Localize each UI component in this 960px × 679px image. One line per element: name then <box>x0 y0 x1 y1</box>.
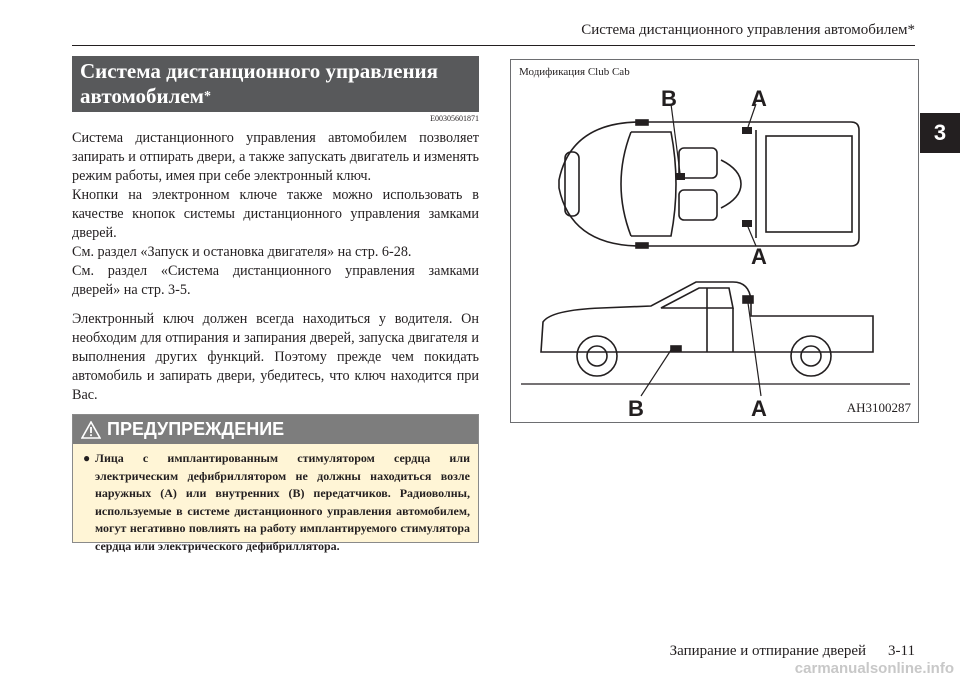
bullet-icon: ● <box>83 451 91 465</box>
figure-code: AH3100287 <box>846 400 911 415</box>
label-a-top: A <box>751 86 767 111</box>
warning-text: Лица с имплантированным стимулятором сердца или электрическим дефибриллятором не должны находиться возле наружных (A) или внутренних (B) передатчиков. Радиоволны, используемые в системе дистанционного управления автомобилем, могут негативно повлиять на работу имплантируемого стимулятора сердца или электрического дефибриллятора. <box>95 451 470 553</box>
label-a-bottom: A <box>751 396 767 421</box>
warning-title: ПРЕДУПРЕЖДЕНИЕ <box>107 419 285 439</box>
paragraph: Система дистанционного управления автомобилем позволяет запирать и отпирать двери, а также запускать двигатель и изменять режим работы, имея при себе электронный ключ. <box>72 130 479 184</box>
label-a-middle: A <box>751 244 767 269</box>
footer-section: Запирание и отпирание дверей <box>669 643 867 659</box>
page-number: 3-11 <box>888 643 915 659</box>
chapter-tab: 3 <box>920 113 960 153</box>
page-footer <box>0 643 915 660</box>
label-b-top: B <box>661 86 677 111</box>
label-b-bottom: B <box>628 396 644 421</box>
paragraph: Электронный ключ должен всегда находиться у водителя. Он необходим для отпирания и запирания дверей, запуска двигателя и выполнения других функций. Поэтому прежде чем покидать автомобиль и запирать двери, убедитесь, что ключ находится при Вас. <box>72 311 479 403</box>
section-code: E00305601871 <box>430 114 479 123</box>
paragraph: Кнопки на электронном ключе также можно использовать в качестве кнопок системы дистанционного управления замками дверей. <box>72 187 479 241</box>
header-rule <box>72 45 915 46</box>
paragraph: См. раздел «Система дистанционного управления замками дверей» на стр. 3-5. <box>72 263 479 298</box>
truck-side-view <box>541 282 873 376</box>
transmitter-markers-top <box>671 104 756 246</box>
warning-box <box>72 414 479 553</box>
leader-line-a <box>748 303 761 396</box>
running-head: Система дистанционного управления автомобилем* <box>581 22 915 38</box>
figure-caption: Модификация Club Cab <box>519 66 630 78</box>
watermark: carmanualsonline.info <box>794 660 954 677</box>
truck-top-view <box>559 120 859 248</box>
key-note <box>72 310 479 405</box>
section-title-line2: автомобилем <box>80 84 204 108</box>
leader-line-b <box>641 350 671 396</box>
figure-club-cab <box>510 59 919 423</box>
warning-header <box>73 415 478 444</box>
paragraph: См. раздел «Запуск и остановка двигателя» на стр. 6-28. <box>72 244 412 260</box>
warning-triangle-icon <box>81 421 101 439</box>
section-title <box>72 56 479 112</box>
intro-text <box>72 129 479 300</box>
truck-illustration <box>511 60 920 424</box>
section-title-star: * <box>204 89 211 104</box>
section-title-line1: Система дистанционного управления <box>80 59 439 83</box>
warning-content <box>73 444 478 555</box>
